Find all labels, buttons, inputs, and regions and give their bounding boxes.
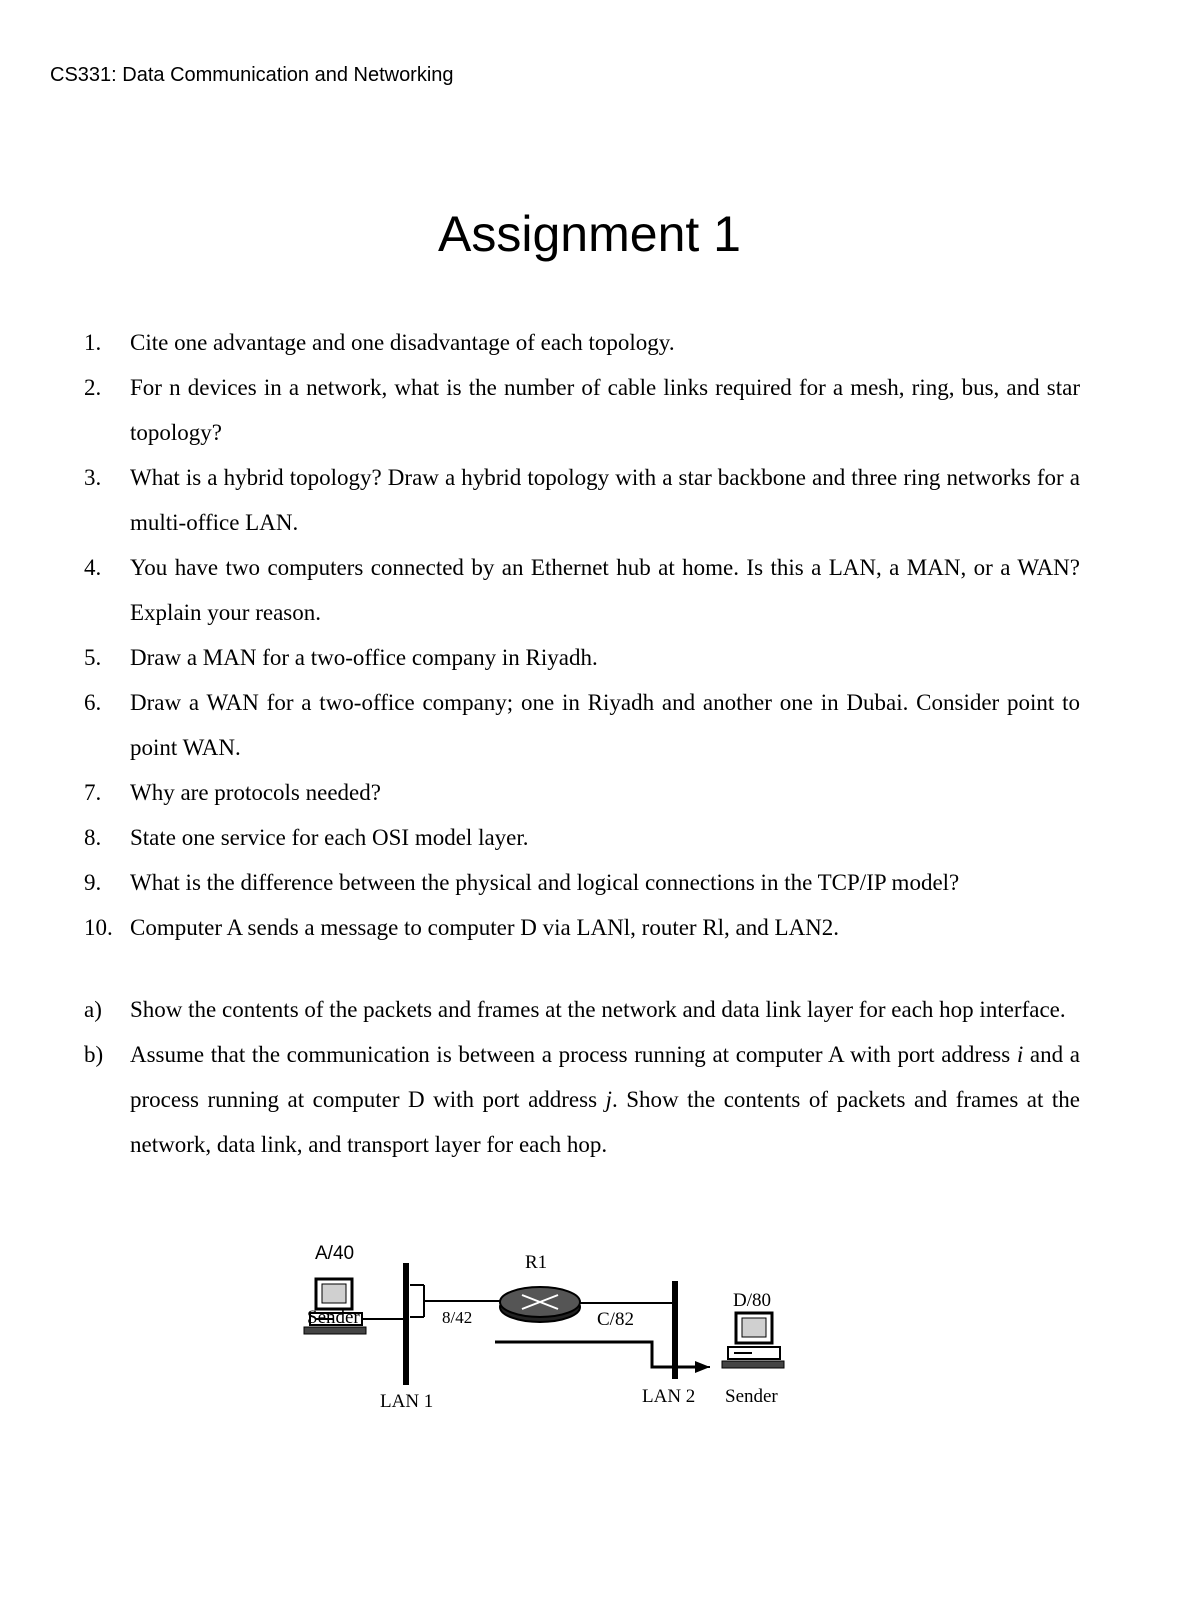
question-text: Draw a WAN for a two-office company; one in Riyadh and another one in Dubai. Consider point to point WAN. [130,690,1080,760]
router-label: R1 [525,1252,548,1273]
question-item [84,770,1080,815]
subquestion-label: a) [84,997,102,1022]
port-variable-i: i [1016,1042,1024,1067]
question-item [84,320,1080,365]
course-header: CS331: Data Communication and Networking [50,64,454,86]
question-number: 1. [84,330,102,355]
host-a-label: A/40 [315,1243,355,1264]
question-text: State one service for each OSI model layer. [130,825,529,850]
router-r1-icon [500,1287,580,1322]
question-item [84,365,1080,455]
question-text: Cite one advantage and one disadvantage of each topology. [130,330,675,355]
page-title: Assignment 1 [438,206,741,262]
lan2-label: LAN 2 [642,1386,696,1407]
question-item [84,635,1080,680]
question-number: 3. [84,465,102,490]
question-item [84,905,1080,950]
subquestion-item [84,1032,1080,1167]
subquestion-label: b) [84,1042,104,1067]
port-c-label: C/82 [597,1309,634,1330]
port-variable-j: j [605,1087,612,1112]
question-number: 8. [84,825,102,850]
subquestion-text-part: and a process running at computer D with port address [130,1042,1080,1112]
subquestion-text-part: Assume that the communication is between a process running at computer A with port address [130,1042,1017,1067]
subquestion-list [84,987,1080,1167]
question-text: What is the difference between the physical and logical connections in the TCP/IP model? [130,870,960,895]
question-item [84,860,1080,905]
question-text: What is a hybrid topology? Draw a hybrid topology with a star backbone and three ring networks for a multi-office LAN. [130,465,1080,535]
question-text: For n devices in a network, what is the number of cable links required for a mesh, ring, bus, and star topology? [130,375,1080,445]
port-b-label: 8/42 [442,1308,473,1327]
question-number: 4. [84,555,102,580]
network-diagram [300,1243,820,1475]
question-text: Draw a MAN for a two-office company in Riyadh. [130,645,598,670]
question-item [84,815,1080,860]
question-text: Why are protocols needed? [130,780,381,805]
subquestion-text [130,1032,1080,1167]
question-number: 6. [84,690,102,715]
network-diagram-graphic [300,1255,820,1475]
question-number: 7. [84,780,102,805]
question-list [84,320,1080,950]
question-number: 2. [84,375,102,400]
question-text: Computer A sends a message to computer D via LANl, router Rl, and LAN2. [130,915,840,940]
message-path-arrow [495,1342,695,1367]
lan1-label: LAN 1 [380,1391,434,1412]
question-item [84,545,1080,635]
question-item [84,455,1080,545]
question-text: You have two computers connected by an Ethernet hub at home. Is this a LAN, a MAN, or a WAN? Explain your reason. [130,555,1080,625]
host-d-label: D/80 [733,1290,771,1311]
question-number: 5. [84,645,102,670]
sender-a-label: Sender [307,1307,360,1328]
sender-d-label: Sender [725,1386,778,1407]
subquestion-item [84,987,1080,1032]
question-item [84,680,1080,770]
subquestion-text: Show the contents of the packets and frames at the network and data link layer for each hop interface. [130,997,1066,1022]
subquestion-text-part: . Show the contents of packets and frames at the network, data link, and transport layer for each hop. [130,1087,1080,1157]
question-number: 10. [84,915,113,940]
question-number: 9. [84,870,102,895]
computer-d-icon [678,1313,784,1368]
